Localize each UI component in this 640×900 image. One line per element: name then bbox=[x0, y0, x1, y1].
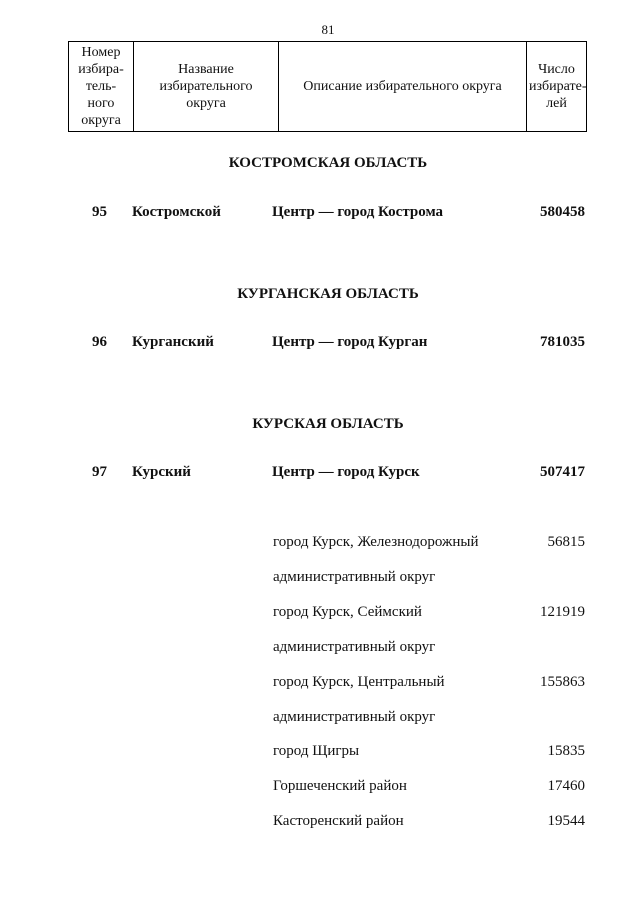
subdivision-voters: 19544 bbox=[547, 813, 585, 829]
subdivision-line: Горшеченский район bbox=[273, 778, 407, 794]
district-name: Курганский bbox=[132, 334, 214, 350]
district-description: Центр — город Курск bbox=[272, 464, 420, 480]
district-name: Курский bbox=[132, 464, 191, 480]
subdivision-line: город Курск, Железнодорожный bbox=[273, 534, 479, 550]
subdivision-line: город Щигры bbox=[273, 743, 360, 759]
header-col-description: Описание избирательного округа bbox=[279, 42, 527, 132]
district-description: Центр — город Курган bbox=[272, 334, 428, 350]
district-voters: 507417 bbox=[540, 464, 585, 480]
subdivision-voters: 17460 bbox=[547, 778, 585, 794]
header-col-voters: Число избирате- лей bbox=[527, 42, 587, 132]
subdivision-line: административный округ bbox=[273, 709, 436, 725]
region-title-kurgan: КУРГАНСКАЯ ОБЛАСТЬ bbox=[237, 286, 419, 302]
subdivision-line: город Курск, Сеймский bbox=[273, 604, 422, 620]
subdivision-voters: 121919 bbox=[540, 604, 585, 620]
subdivision-line: город Курск, Центральный bbox=[273, 674, 445, 690]
region-title-kostroma: КОСТРОМСКАЯ ОБЛАСТЬ bbox=[228, 155, 428, 171]
subdivision-voters: 15835 bbox=[547, 743, 585, 759]
subdivision-line: Касторенский район bbox=[273, 813, 404, 829]
header-row bbox=[69, 42, 587, 132]
header-col-name: Название избирательного округа bbox=[134, 42, 279, 132]
header-table bbox=[68, 41, 587, 132]
subdivision-line: административный округ bbox=[273, 569, 436, 585]
district-number: 97 bbox=[92, 464, 107, 480]
header-col-number: Номер избира- тель- ного округа bbox=[69, 42, 134, 132]
district-voters: 580458 bbox=[540, 204, 585, 220]
page-number: 81 bbox=[321, 22, 335, 37]
subdivision-voters: 155863 bbox=[540, 674, 585, 690]
region-title-kursk: КУРСКАЯ ОБЛАСТЬ bbox=[252, 416, 404, 432]
subdivision-line: административный округ bbox=[273, 639, 436, 655]
district-voters: 781035 bbox=[540, 334, 585, 350]
subdivision-voters: 56815 bbox=[547, 534, 585, 550]
district-name: Костромской bbox=[132, 204, 221, 220]
district-number: 95 bbox=[92, 204, 107, 220]
district-description: Центр — город Кострома bbox=[272, 204, 444, 220]
district-number: 96 bbox=[92, 334, 107, 350]
